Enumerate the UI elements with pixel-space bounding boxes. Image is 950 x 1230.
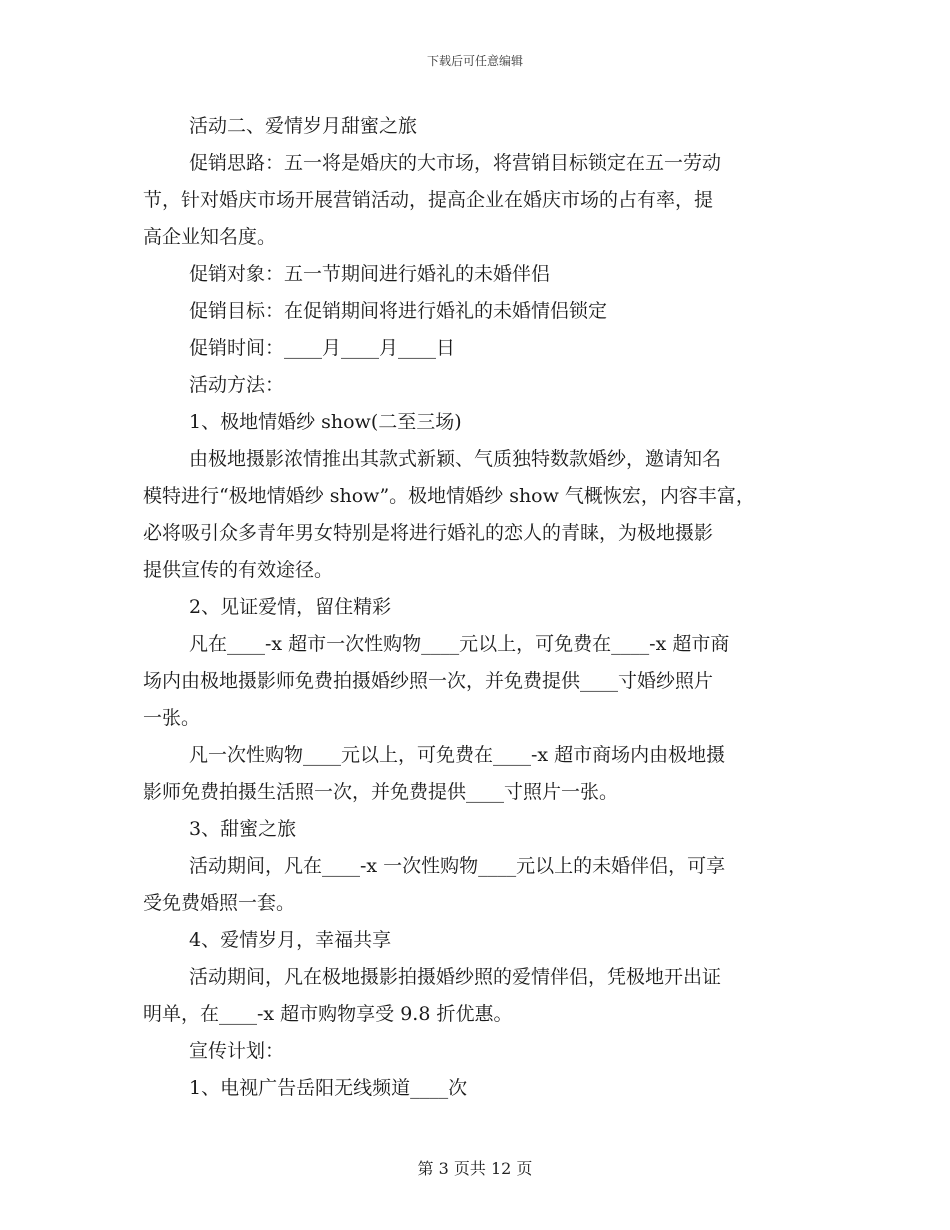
text-line: 一张。 bbox=[143, 707, 201, 729]
text-line: 受免费婚照一套。 bbox=[143, 892, 296, 914]
page-footer: 第 3 页共 12 页 bbox=[417, 1159, 533, 1178]
text-line: 节，针对婚庆市场开展营销活动，提高企业在婚庆市场的占有率，提 bbox=[143, 189, 714, 211]
text-line: 提供宣传的有效途径。 bbox=[143, 559, 334, 581]
text-line: 凡在____-x 超市一次性购物____元以上，可免费在____-x 超市商 bbox=[189, 633, 730, 655]
text-line: 由极地摄影浓情推出其款式新颖、气质独特数款婚纱，邀请知名 bbox=[189, 448, 722, 470]
text-line: 活动期间，凡在极地摄影拍摄婚纱照的爱情伴侣，凭极地开出证 bbox=[189, 966, 722, 988]
text-line: 1、极地情婚纱 show(二至三场) bbox=[189, 411, 462, 433]
text-line: 活动期间，凡在____-x 一次性购物____元以上的未婚伴侣，可享 bbox=[189, 855, 726, 877]
text-line: 影师免费拍摄生活照一次，并免费提供____寸照片一张。 bbox=[143, 781, 619, 803]
text-line: 活动方法： bbox=[189, 374, 285, 396]
text-line: 促销目标：在促销期间将进行婚礼的未婚情侣锁定 bbox=[189, 300, 608, 322]
text-line: 必将吸引众多青年男女特别是将进行婚礼的恋人的青睐，为极地摄影 bbox=[143, 522, 714, 544]
text-line: 4、爱情岁月，幸福共享 bbox=[189, 929, 392, 951]
text-line: 促销时间：____月____月____日 bbox=[189, 337, 456, 359]
text-line: 模特进行“极地情婚纱 show”。极地情婚纱 show 气概恢宏，内容丰富， bbox=[143, 485, 755, 507]
text-line: 促销思路：五一将是婚庆的大市场，将营销目标锁定在五一劳动 bbox=[189, 152, 722, 174]
text-line: 高企业知名度。 bbox=[143, 226, 277, 248]
text-line: 1、电视广告岳阳无线频道____次 bbox=[189, 1077, 468, 1099]
document-body bbox=[143, 108, 811, 1107]
text-line: 场内由极地摄影师免费拍摄婚纱照一次，并免费提供____寸婚纱照片 bbox=[143, 670, 714, 692]
text-line: 促销对象：五一节期间进行婚礼的未婚伴侣 bbox=[189, 263, 551, 285]
text-line: 2、见证爱情，留住精彩 bbox=[189, 596, 392, 618]
text-line: 活动二、爱情岁月甜蜜之旅 bbox=[189, 115, 418, 137]
text-line: 凡一次性购物____元以上，可免费在____-x 超市商场内由极地摄 bbox=[189, 744, 726, 766]
page-header: 下载后可任意编辑 bbox=[426, 54, 523, 68]
text-line: 宣传计划： bbox=[189, 1040, 285, 1062]
text-line: 明单，在____-x 超市购物享受 9.8 折优惠。 bbox=[143, 1003, 513, 1025]
text-line: 3、甜蜜之旅 bbox=[189, 818, 297, 840]
